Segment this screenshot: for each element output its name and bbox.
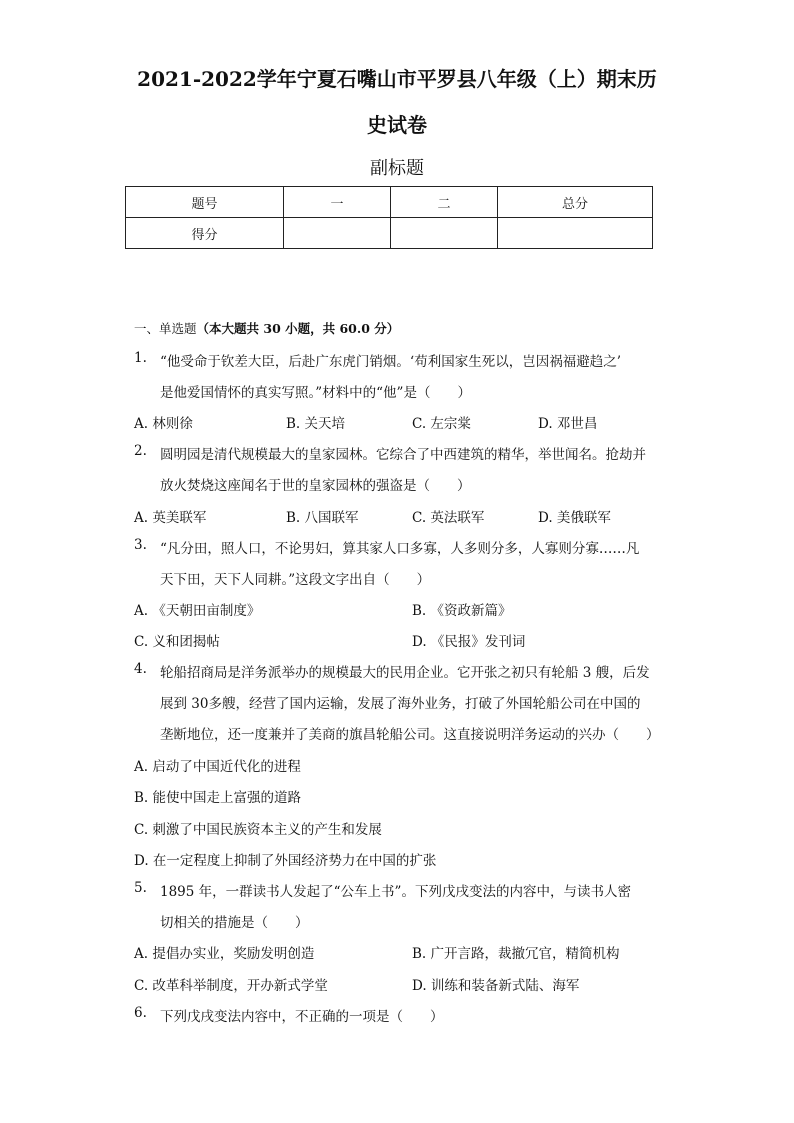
score-cell: 一: [284, 187, 391, 218]
score-cell: 二: [391, 187, 498, 218]
section-heading: [134, 319, 399, 337]
question-text-line: 是他爱国情怀的真实写照。”材料中的“他”是（ ）: [160, 385, 471, 401]
question-number: 2.: [134, 443, 147, 459]
option-b: B. 八国联军: [286, 510, 359, 526]
score-cell: 得分: [126, 218, 284, 249]
question-number: 5.: [134, 880, 147, 896]
option-b: B. 《资政新篇》: [412, 603, 512, 619]
question-number: 3.: [134, 537, 147, 553]
question-text-line: 天下田，天下人同耕。”这段文字出自（ ）: [160, 572, 431, 588]
score-cell: [498, 218, 653, 249]
question-text-line: 展到 30多艘，经营了国内运输，发展了海外业务，打破了外国轮船公司在中国的: [160, 696, 641, 712]
exam-subtitle: 副标题: [370, 158, 424, 179]
option-b: B. 关天培: [286, 416, 346, 432]
question-text-line: 轮船招商局是洋务派举办的规模最大的民用企业。它开张之初只有轮船 3 艘，后发: [160, 665, 650, 681]
question-text-line: “他受命于钦差大臣，后赴广东虎门销烟。‘苟利国家生死以，岂因祸福避趋之’: [160, 354, 621, 370]
question-text-line: 放火焚烧这座闻名于世的皇家园林的强盗是（ ）: [160, 478, 471, 494]
option-c: C. 刺激了中国民族资本主义的产生和发展: [134, 822, 382, 838]
question-text-line: 垄断地位，还一度兼并了美商的旗昌轮船公司。这直接说明洋务运动的兴办（ ）: [160, 727, 660, 743]
section-detail: （本大题共 30 小题，共 60.0 分）: [196, 321, 400, 336]
score-table-header-row: [126, 187, 653, 218]
option-a: A. 启动了中国近代化的进程: [134, 759, 301, 775]
option-d: D. 邓世昌: [538, 416, 598, 432]
option-c: C. 英法联军: [412, 510, 485, 526]
option-c: C. 左宗棠: [412, 416, 471, 432]
option-a: A. 林则徐: [134, 416, 193, 432]
question-number: 6.: [134, 1005, 147, 1021]
question-text-line: “凡分田，照人口，不论男妇，算其家人口多寡，人多则分多，人寡则分寡……凡: [160, 541, 640, 557]
score-table-score-row: [126, 218, 653, 249]
question-text-line: 下列戊戌变法内容中，不正确的一项是（ ）: [160, 1009, 444, 1025]
question-text-line: 切相关的措施是（ ）: [160, 915, 309, 931]
section-label: 一、单选题: [134, 321, 197, 336]
question-number: 1.: [134, 350, 147, 366]
score-table: [125, 186, 653, 249]
option-d: D. 美俄联军: [538, 510, 611, 526]
exam-title-line1: 2021-2022学年宁夏石嘴山市平罗县八年级（上）期末历: [137, 67, 657, 91]
option-d: D. 训练和装备新式陆、海军: [412, 978, 580, 994]
option-d: D. 《民报》发刊词: [412, 634, 526, 650]
option-b: B. 广开言路，裁撤冗官，精简机构: [412, 946, 620, 962]
option-c: C. 改革科举制度，开办新式学堂: [134, 978, 328, 994]
option-d: D. 在一定程度上抑制了外国经济势力在中国的扩张: [134, 853, 437, 869]
question-text-line: 1895 年，一群读书人发起了“公车上书”。下列戊戌变法的内容中，与读书人密: [160, 884, 631, 900]
option-b: B. 能使中国走上富强的道路: [134, 790, 302, 806]
score-cell: [391, 218, 498, 249]
score-cell: 题号: [126, 187, 284, 218]
option-a: A. 《天朝田亩制度》: [134, 603, 261, 619]
option-c: C. 义和团揭帖: [134, 634, 220, 650]
score-cell: 总分: [498, 187, 653, 218]
option-a: A. 英美联军: [134, 510, 207, 526]
option-a: A. 提倡办实业，奖励发明创造: [134, 946, 315, 962]
score-cell: [284, 218, 391, 249]
exam-title-line2: 史试卷: [367, 113, 427, 137]
question-number: 4.: [134, 661, 147, 677]
question-text-line: 圆明园是清代规模最大的皇家园林。它综合了中西建筑的精华，举世闻名。抢劫并: [160, 447, 646, 463]
